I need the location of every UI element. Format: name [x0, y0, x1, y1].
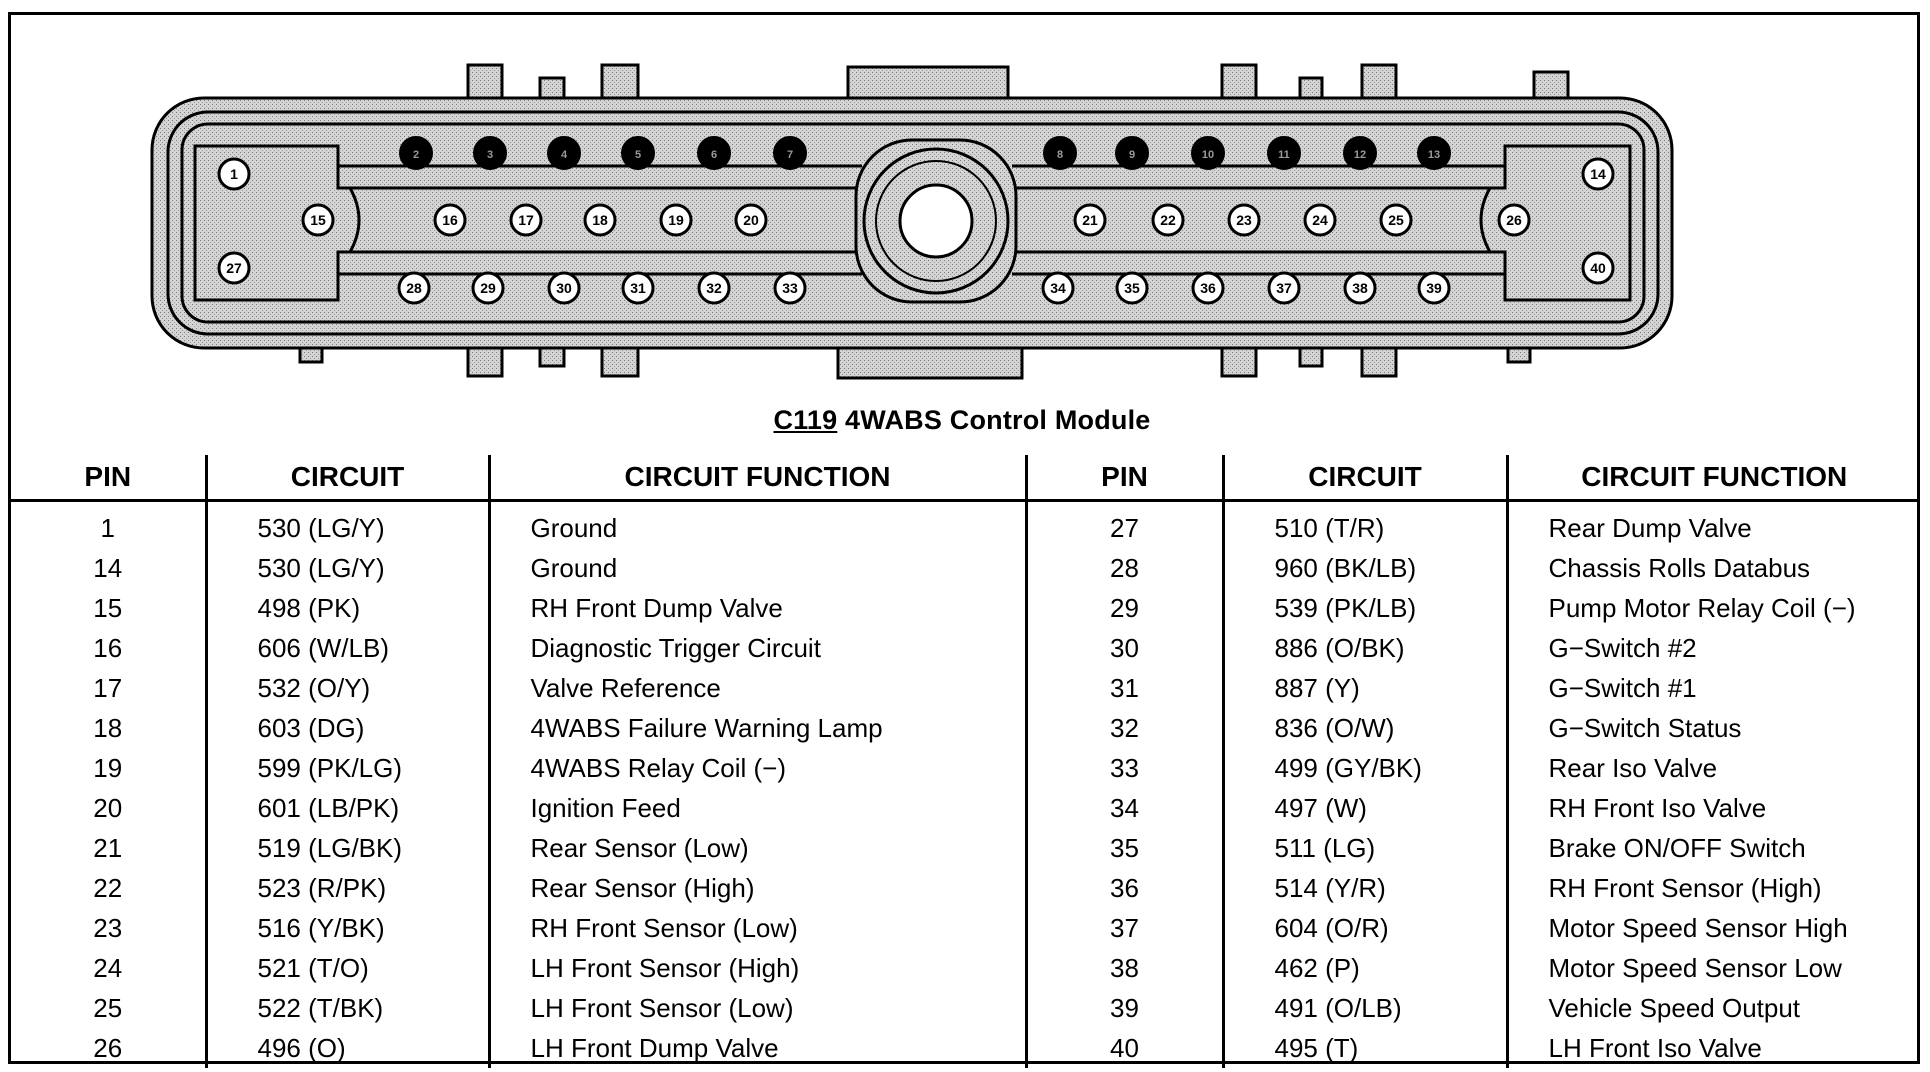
connector-pin: [399, 273, 429, 303]
circuit-function-cell: Rear Sensor (Low): [489, 828, 1026, 868]
pin-number: 10: [1201, 149, 1215, 161]
connector-code: C119: [773, 405, 838, 435]
connector-pin: [623, 273, 653, 303]
pin-number: 13: [1427, 149, 1441, 161]
table-row: [11, 548, 1920, 588]
circuit-function-cell: G−Switch #2: [1548, 632, 1697, 663]
pin-number: 19: [668, 212, 684, 228]
connector-pin: [774, 137, 806, 169]
connector-pin: [1419, 273, 1449, 303]
table-row: [11, 988, 1920, 1028]
circuit-cell: 886 (O/BK): [1223, 628, 1507, 668]
circuit-function-cell: 4WABS Relay Coil (−): [489, 748, 1026, 788]
pin-number: 32: [706, 280, 722, 296]
connector-pin: [1116, 137, 1148, 169]
circuit-cell: 491 (O/LB): [1223, 988, 1507, 1028]
connector-pin: [622, 137, 654, 169]
circuit-function-cell: Rear Iso Valve: [1548, 752, 1718, 783]
connector-pin: [1583, 159, 1613, 189]
header-circuit: CIRCUIT: [206, 455, 489, 501]
pin-cell: 26: [11, 1028, 206, 1068]
pin-number: 7: [786, 149, 794, 161]
circuit-function-cell: Motor Speed Sensor High: [1548, 912, 1848, 943]
connector-pin: [1305, 205, 1335, 235]
connector-pin: [1192, 137, 1224, 169]
table-row: [11, 668, 1920, 708]
center-guide-post: [856, 140, 1016, 302]
pin-number: 37: [1276, 280, 1292, 296]
pin-number: 33: [782, 280, 798, 296]
pin-cell: 29: [1026, 588, 1223, 628]
table-row: [11, 1028, 1920, 1068]
pin-number: 34: [1050, 280, 1066, 296]
connector-pin: [698, 137, 730, 169]
pin-number: 29: [480, 280, 496, 296]
circuit-cell: 603 (DG): [206, 708, 489, 748]
pin-cell: 14: [11, 548, 206, 588]
table-row: [11, 948, 1920, 988]
pin-number: 16: [442, 212, 458, 228]
pin-number: 38: [1352, 280, 1368, 296]
connector-pin: [1345, 273, 1375, 303]
pin-number: 4: [560, 149, 568, 161]
circuit-cell: 606 (W/LB): [206, 628, 489, 668]
circuit-cell: 887 (Y): [1223, 668, 1507, 708]
table-row: [11, 501, 1920, 549]
pin-number: 20: [743, 212, 759, 228]
circuit-cell: 514 (Y/R): [1223, 868, 1507, 908]
pin-cell: 16: [11, 628, 206, 668]
pin-cell: 39: [1026, 988, 1223, 1028]
pin-number: 24: [1312, 212, 1328, 228]
connector-pin: [1193, 273, 1223, 303]
pin-number: 14: [1590, 166, 1606, 182]
pin-cell: 17: [11, 668, 206, 708]
connector-pin: [585, 205, 615, 235]
pin-cell: 30: [1026, 628, 1223, 668]
pin-cell: 28: [1026, 548, 1223, 588]
circuit-cell: 530 (LG/Y): [206, 501, 489, 549]
circuit-function-cell: Pump Motor Relay Coil (−): [1548, 592, 1856, 623]
pin-number: 28: [406, 280, 422, 296]
pin-cell: 20: [11, 788, 206, 828]
connector-pin: [1043, 273, 1073, 303]
connector-pin: [1153, 205, 1183, 235]
circuit-cell: 599 (PK/LG): [206, 748, 489, 788]
header-pin: PIN: [1026, 455, 1223, 501]
pin-cell: 38: [1026, 948, 1223, 988]
connector-pin: [1268, 137, 1300, 169]
connector-pin: [1499, 205, 1529, 235]
pin-cell: 23: [11, 908, 206, 948]
circuit-function-cell: RH Front Iso Valve: [1548, 792, 1767, 823]
table-row: [11, 588, 1920, 628]
table-row: [11, 748, 1920, 788]
connector-pin: [699, 273, 729, 303]
circuit-cell: 539 (PK/LB): [1223, 588, 1507, 628]
connector-pin: [219, 253, 249, 283]
connector-pin: [1418, 137, 1450, 169]
circuit-function-cell: Ignition Feed: [489, 788, 1026, 828]
circuit-function-cell: RH Front Sensor (High): [1548, 872, 1822, 903]
pin-number: 30: [556, 280, 572, 296]
pin-cell: 36: [1026, 868, 1223, 908]
connector-pin: [1344, 137, 1376, 169]
circuit-function-cell: Motor Speed Sensor Low: [1548, 952, 1842, 983]
pin-number: 18: [592, 212, 608, 228]
diagram-title: [0, 405, 1924, 436]
circuit-function-cell: RH Front Sensor (Low): [489, 908, 1026, 948]
pin-number: 23: [1236, 212, 1252, 228]
connector-pin: [1381, 205, 1411, 235]
pin-number: 12: [1353, 149, 1367, 161]
connector-pin: [1269, 273, 1299, 303]
header-pin: PIN: [11, 455, 206, 501]
pin-table: [11, 455, 1920, 1068]
connector-pin: [511, 205, 541, 235]
circuit-cell: 496 (O): [206, 1028, 489, 1068]
pin-cell: 34: [1026, 788, 1223, 828]
connector-pin: [1044, 137, 1076, 169]
connector-pin: [1117, 273, 1147, 303]
circuit-cell: 604 (O/R): [1223, 908, 1507, 948]
circuit-cell: 516 (Y/BK): [206, 908, 489, 948]
circuit-cell: 519 (LG/BK): [206, 828, 489, 868]
connector-pin: [1229, 205, 1259, 235]
pin-number: 17: [518, 212, 534, 228]
circuit-cell: 523 (R/PK): [206, 868, 489, 908]
circuit-function-cell: G−Switch #1: [1548, 672, 1697, 703]
connector-pin: [1075, 205, 1105, 235]
pin-number: 25: [1388, 212, 1404, 228]
circuit-cell: 960 (BK/LB): [1223, 548, 1507, 588]
pin-number: 26: [1506, 212, 1522, 228]
table-header-row: [11, 455, 1920, 501]
circuit-cell: 510 (T/R): [1223, 501, 1507, 549]
circuit-function-cell: Rear Dump Valve: [1548, 512, 1752, 543]
connector-pin: [661, 205, 691, 235]
pin-number: 3: [486, 149, 494, 161]
circuit-function-cell: LH Front Dump Valve: [489, 1028, 1026, 1068]
connector-pin: [474, 137, 506, 169]
circuit-function-cell: Vehicle Speed Output: [1548, 992, 1801, 1023]
pin-cell: 15: [11, 588, 206, 628]
table-row: [11, 708, 1920, 748]
circuit-function-cell: LH Front Sensor (High): [489, 948, 1026, 988]
table-row: [11, 828, 1920, 868]
pin-cell: 33: [1026, 748, 1223, 788]
circuit-cell: 836 (O/W): [1223, 708, 1507, 748]
circuit-function-cell: LH Front Iso Valve: [1548, 1032, 1762, 1063]
circuit-cell: 511 (LG): [1223, 828, 1507, 868]
connector-name: 4WABS Control Module: [845, 405, 1151, 435]
pin-cell: 31: [1026, 668, 1223, 708]
pin-number: 8: [1056, 149, 1064, 161]
table-row: [11, 868, 1920, 908]
circuit-function-cell: Chassis Rolls Databus: [1548, 552, 1811, 583]
circuit-cell: 601 (LB/PK): [206, 788, 489, 828]
connector-pin: [473, 273, 503, 303]
pin-number: 9: [1128, 149, 1136, 161]
circuit-cell: 495 (T): [1223, 1028, 1507, 1068]
circuit-cell: 522 (T/BK): [206, 988, 489, 1028]
circuit-function-cell: Ground: [489, 501, 1026, 549]
pin-number: 2: [412, 149, 420, 161]
circuit-function-cell: Rear Sensor (High): [489, 868, 1026, 908]
circuit-function-cell: G−Switch Status: [1548, 712, 1742, 743]
pin-cell: 27: [1026, 501, 1223, 549]
table-row: [11, 788, 1920, 828]
pin-number: 40: [1590, 260, 1606, 276]
header-circuit: CIRCUIT: [1223, 455, 1507, 501]
circuit-cell: 499 (GY/BK): [1223, 748, 1507, 788]
circuit-cell: 498 (PK): [206, 588, 489, 628]
pin-number: 1: [230, 166, 238, 182]
connector-pin: [775, 273, 805, 303]
connector-pin: [219, 159, 249, 189]
pin-number: 36: [1200, 280, 1216, 296]
pin-number: 39: [1426, 280, 1442, 296]
pin-number: 31: [630, 280, 646, 296]
pin-number: 15: [310, 212, 326, 228]
pin-cell: 37: [1026, 908, 1223, 948]
pin-number: 11: [1278, 149, 1290, 161]
pin-cell: 24: [11, 948, 206, 988]
circuit-function-cell: Valve Reference: [489, 668, 1026, 708]
connector-pin: [548, 137, 580, 169]
connector-diagram: [0, 0, 1930, 450]
pin-cell: 40: [1026, 1028, 1223, 1068]
connector-pin: [400, 137, 432, 169]
pin-number: 22: [1160, 212, 1176, 228]
connector-pin: [736, 205, 766, 235]
circuit-function-cell: RH Front Dump Valve: [489, 588, 1026, 628]
connector-pin: [303, 205, 333, 235]
pin-cell: 25: [11, 988, 206, 1028]
pin-number: 21: [1082, 212, 1098, 228]
connector-pin: [549, 273, 579, 303]
pin-cell: 19: [11, 748, 206, 788]
circuit-function-cell: LH Front Sensor (Low): [489, 988, 1026, 1028]
pin-cell: 35: [1026, 828, 1223, 868]
pin-table-body: [11, 501, 1920, 1069]
circuit-cell: 462 (P): [1223, 948, 1507, 988]
circuit-function-cell: Ground: [489, 548, 1026, 588]
circuit-function-cell: Brake ON/OFF Switch: [1548, 832, 1806, 863]
pin-cell: 32: [1026, 708, 1223, 748]
circuit-cell: 530 (LG/Y): [206, 548, 489, 588]
pin-number: 35: [1124, 280, 1140, 296]
circuit-function-cell: 4WABS Failure Warning Lamp: [489, 708, 1026, 748]
pin-cell: 21: [11, 828, 206, 868]
circuit-cell: 497 (W): [1223, 788, 1507, 828]
circuit-function-cell: Diagnostic Trigger Circuit: [489, 628, 1026, 668]
table-row: [11, 628, 1920, 668]
header-circuit-function: CIRCUIT FUNCTION: [489, 455, 1026, 501]
connector-pin: [435, 205, 465, 235]
pin-cell: 1: [11, 501, 206, 549]
pin-number: 6: [710, 149, 718, 161]
header-circuit-function: CIRCUIT FUNCTION: [1507, 455, 1920, 501]
pin-cell: 22: [11, 868, 206, 908]
pin-number: 5: [634, 149, 642, 161]
circuit-cell: 521 (T/O): [206, 948, 489, 988]
pin-cell: 18: [11, 708, 206, 748]
pin-number: 27: [226, 260, 242, 276]
circuit-cell: 532 (O/Y): [206, 668, 489, 708]
connector-pin: [1583, 253, 1613, 283]
table-row: [11, 908, 1920, 948]
